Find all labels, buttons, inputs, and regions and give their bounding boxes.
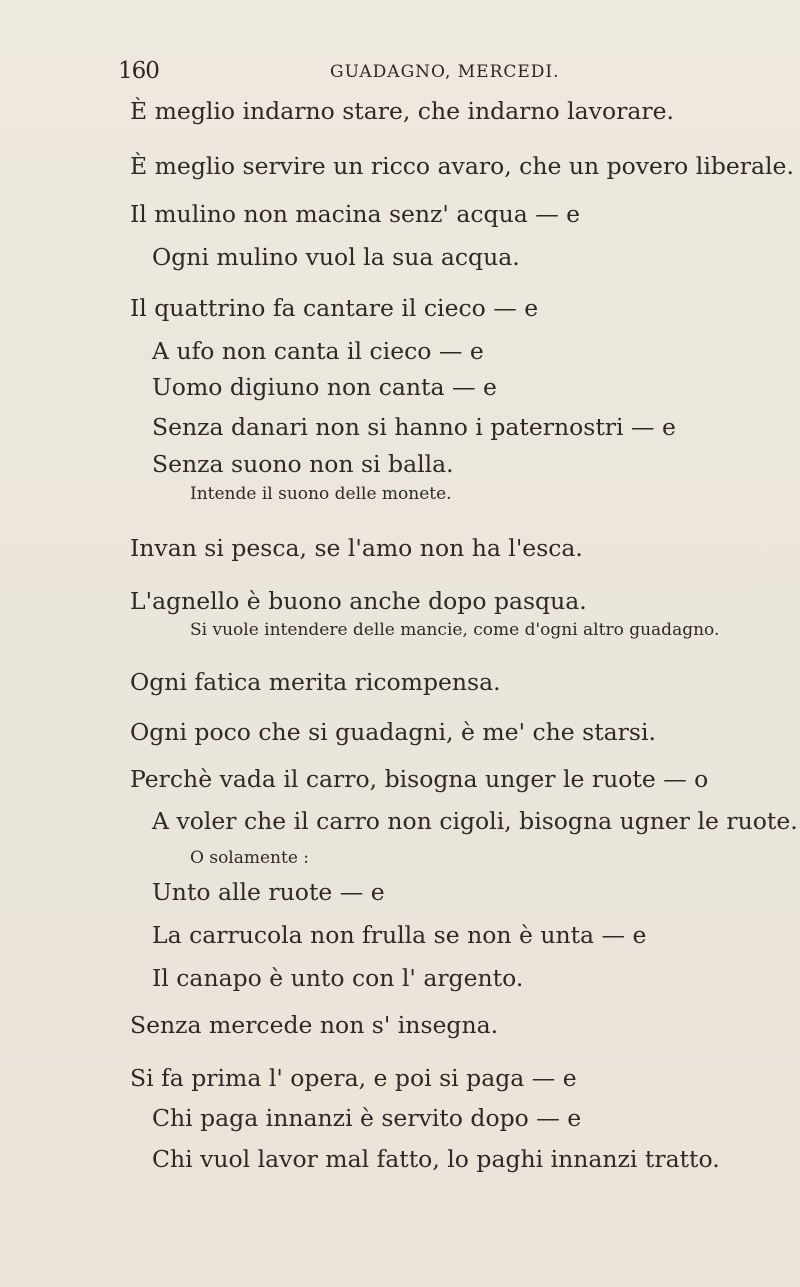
proverb-line: Uomo digiuno non canta — e xyxy=(152,373,497,401)
proverb-line: Il mulino non macina senz' acqua — e xyxy=(130,200,581,228)
proverb-line: Chi paga innanzi è servito dopo — e xyxy=(152,1104,582,1132)
proverb-line: Ogni poco che si guadagni, è me' che starsi. xyxy=(130,718,656,746)
page-number: 160 xyxy=(118,58,159,84)
running-head: GUADAGNO, MERCEDI. xyxy=(330,62,560,82)
proverb-line: È meglio indarno stare, che indarno lavorare. xyxy=(130,97,674,125)
proverb-line: L'agnello è buono anche dopo pasqua. xyxy=(130,587,587,615)
explanatory-note: Intende il suono delle monete. xyxy=(190,484,452,504)
proverb-line: La carrucola non frulla se non è unta — e xyxy=(152,921,647,949)
proverb-line: Senza suono non si balla. xyxy=(152,450,454,478)
proverb-line: Il canapo è unto con l' argento. xyxy=(152,964,524,992)
proverb-line: Ogni fatica merita ricompensa. xyxy=(130,668,501,696)
proverb-line: Ogni mulino vuol la sua acqua. xyxy=(152,243,520,271)
proverb-line: Si fa prima l' opera, e poi si paga — e xyxy=(130,1064,577,1092)
page-header xyxy=(118,58,718,88)
explanatory-note: O solamente : xyxy=(190,848,310,868)
proverb-line: È meglio servire un ricco avaro, che un povero liberale. xyxy=(130,152,794,180)
proverb-line: Unto alle ruote — e xyxy=(152,878,385,906)
proverb-line: Invan si pesca, se l'amo non ha l'esca. xyxy=(130,534,583,562)
proverb-line: Chi vuol lavor mal fatto, lo paghi innanzi tratto. xyxy=(152,1145,720,1173)
proverb-line: A voler che il carro non cigoli, bisogna ugner le ruote. xyxy=(152,807,798,835)
proverb-line: Il quattrino fa cantare il cieco — e xyxy=(130,294,539,322)
proverb-line: A ufo non canta il cieco — e xyxy=(152,337,484,365)
proverb-line: Perchè vada il carro, bisogna unger le ruote — o xyxy=(130,765,709,793)
explanatory-note: Si vuole intendere delle mancie, come d'ogni altro guadagno. xyxy=(190,620,720,640)
proverb-line: Senza danari non si hanno i paternostri — e xyxy=(152,413,676,441)
proverb-line: Senza mercede non s' insegna. xyxy=(130,1011,499,1039)
